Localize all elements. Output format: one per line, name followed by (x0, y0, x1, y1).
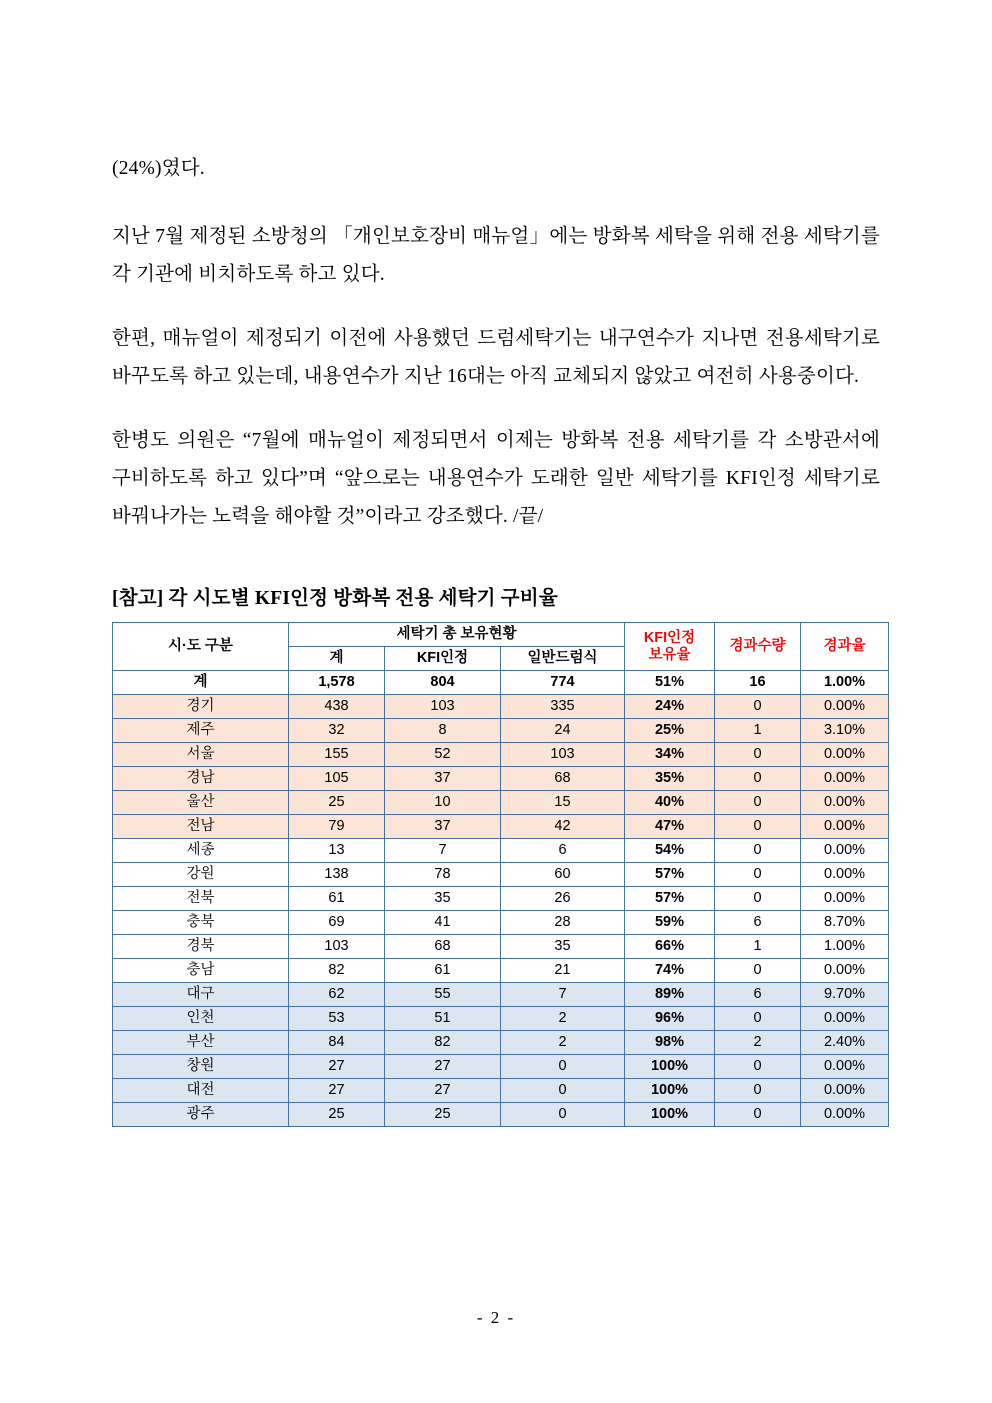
cell-drum: 35 (501, 935, 625, 959)
cell-drum: 24 (501, 719, 625, 743)
cell-over-rate: 8.70% (801, 911, 889, 935)
cell-kfi: 37 (385, 767, 501, 791)
cell-total: 32 (289, 719, 385, 743)
cell-over-count: 1 (715, 935, 801, 959)
cell-total: 438 (289, 695, 385, 719)
cell-total: 82 (289, 959, 385, 983)
cell-drum: 0 (501, 1055, 625, 1079)
cell-region: 계 (113, 671, 289, 695)
cell-over-count: 0 (715, 959, 801, 983)
table-row (113, 815, 889, 839)
cell-kfi: 41 (385, 911, 501, 935)
cell-kfi-rate: 54% (625, 839, 715, 863)
cell-total: 62 (289, 983, 385, 1007)
cell-drum: 6 (501, 839, 625, 863)
cell-over-rate: 0.00% (801, 839, 889, 863)
paragraph-2: 지난 7월 제정된 소방청의 「개인보호장비 매뉴얼」에는 방화복 세탁을 위해 전용 세탁기를 각 기관에 비치하도록 하고 있다. (112, 226, 880, 286)
table-row (113, 1007, 889, 1031)
cell-region: 경기 (113, 695, 289, 719)
cell-total: 69 (289, 911, 385, 935)
table-row (113, 935, 889, 959)
cell-drum: 42 (501, 815, 625, 839)
paragraph-3: 한편, 매뉴얼이 제정되기 이전에 사용했던 드럼세탁기는 내구연수가 지나면 전용세탁기로 바꾸도록 하고 있는데, 내용연수가 지난 16대는 아직 교체되지 않았고 여전히 사용중이다. (112, 328, 880, 388)
cell-total: 25 (289, 791, 385, 815)
cell-drum: 21 (501, 959, 625, 983)
header-kfi-rate-line2: 보유율 (648, 646, 691, 663)
cell-over-rate: 1.00% (801, 935, 889, 959)
cell-over-rate: 0.00% (801, 959, 889, 983)
cell-total: 1,578 (289, 671, 385, 695)
cell-over-rate: 2.40% (801, 1031, 889, 1055)
cell-over-rate: 0.00% (801, 1103, 889, 1127)
cell-drum: 103 (501, 743, 625, 767)
cell-over-rate: 3.10% (801, 719, 889, 743)
cell-kfi: 52 (385, 743, 501, 767)
kfi-washer-table (112, 622, 889, 1127)
cell-region: 충남 (113, 959, 289, 983)
cell-kfi-rate: 100% (625, 1055, 715, 1079)
page-number: - 2 - (476, 1308, 516, 1327)
cell-total: 61 (289, 887, 385, 911)
cell-over-count: 0 (715, 863, 801, 887)
header-kfi-rate (625, 623, 715, 671)
cell-kfi: 68 (385, 935, 501, 959)
cell-region: 세종 (113, 839, 289, 863)
header-over-count: 경과수량 (715, 623, 801, 671)
cell-kfi: 37 (385, 815, 501, 839)
cell-over-count: 6 (715, 911, 801, 935)
cell-drum: 2 (501, 1007, 625, 1031)
cell-over-count: 0 (715, 1103, 801, 1127)
cell-kfi: 51 (385, 1007, 501, 1031)
table-row (113, 719, 889, 743)
cell-over-rate: 0.00% (801, 887, 889, 911)
cell-region: 창원 (113, 1055, 289, 1079)
cell-region: 울산 (113, 791, 289, 815)
table-row (113, 887, 889, 911)
table-row (113, 671, 889, 695)
cell-total: 155 (289, 743, 385, 767)
table-row (113, 863, 889, 887)
cell-kfi-rate: 40% (625, 791, 715, 815)
cell-drum: 0 (501, 1103, 625, 1127)
cell-over-rate: 9.70% (801, 983, 889, 1007)
cell-total: 103 (289, 935, 385, 959)
table-row (113, 983, 889, 1007)
header-group-total: 세탁기 총 보유현황 (289, 623, 625, 647)
cell-drum: 26 (501, 887, 625, 911)
cell-total: 138 (289, 863, 385, 887)
cell-region: 경남 (113, 767, 289, 791)
cell-over-count: 0 (715, 791, 801, 815)
cell-kfi: 82 (385, 1031, 501, 1055)
cell-over-rate: 0.00% (801, 1055, 889, 1079)
cell-over-rate: 0.00% (801, 863, 889, 887)
cell-kfi: 10 (385, 791, 501, 815)
cell-drum: 68 (501, 767, 625, 791)
cell-over-count: 1 (715, 719, 801, 743)
cell-kfi-rate: 34% (625, 743, 715, 767)
paragraph-4: 한병도 의원은 “7월에 매뉴얼이 제정되면서 이제는 방화복 전용 세탁기를 각 소방관서에 구비하도록 하고 있다”며 “앞으로는 내용연수가 도래한 일반 세탁기를 KFI인정 세탁기로 바꿔나가는 노력을 해야할 것”이라고 강조했다. /끝/ (112, 430, 880, 528)
table-row (113, 959, 889, 983)
cell-drum: 335 (501, 695, 625, 719)
cell-kfi: 27 (385, 1079, 501, 1103)
cell-total: 13 (289, 839, 385, 863)
cell-over-rate: 0.00% (801, 1079, 889, 1103)
cell-kfi-rate: 57% (625, 863, 715, 887)
cell-region: 경북 (113, 935, 289, 959)
cell-kfi-rate: 66% (625, 935, 715, 959)
table-row (113, 839, 889, 863)
cell-kfi-rate: 96% (625, 1007, 715, 1031)
table-header-row-1 (113, 623, 889, 647)
cell-total: 25 (289, 1103, 385, 1127)
cell-over-rate: 0.00% (801, 791, 889, 815)
table-body (113, 671, 889, 1127)
cell-region: 대구 (113, 983, 289, 1007)
cell-kfi-rate: 24% (625, 695, 715, 719)
table-row (113, 1103, 889, 1127)
cell-kfi-rate: 59% (625, 911, 715, 935)
cell-region: 서울 (113, 743, 289, 767)
cell-kfi: 61 (385, 959, 501, 983)
cell-kfi-rate: 74% (625, 959, 715, 983)
cell-over-count: 0 (715, 1007, 801, 1031)
cell-kfi: 55 (385, 983, 501, 1007)
cell-over-count: 0 (715, 1079, 801, 1103)
cell-over-rate: 0.00% (801, 1007, 889, 1031)
cell-drum: 60 (501, 863, 625, 887)
cell-total: 27 (289, 1055, 385, 1079)
cell-over-count: 6 (715, 983, 801, 1007)
cell-region: 전남 (113, 815, 289, 839)
paragraph-1: (24%)였다. (112, 158, 205, 179)
header-kfi-rate-line1: KFI인정 (643, 629, 696, 646)
cell-drum: 28 (501, 911, 625, 935)
cell-kfi: 25 (385, 1103, 501, 1127)
cell-over-rate: 0.00% (801, 743, 889, 767)
table-row (113, 767, 889, 791)
cell-drum: 774 (501, 671, 625, 695)
header-over-rate: 경과율 (801, 623, 889, 671)
cell-over-count: 0 (715, 815, 801, 839)
cell-kfi-rate: 51% (625, 671, 715, 695)
table-row (113, 743, 889, 767)
header-sub-kfi: KFI인정 (385, 647, 501, 671)
cell-over-rate: 1.00% (801, 671, 889, 695)
cell-total: 105 (289, 767, 385, 791)
table-row (113, 1031, 889, 1055)
cell-region: 강원 (113, 863, 289, 887)
header-sub-total: 계 (289, 647, 385, 671)
cell-drum: 2 (501, 1031, 625, 1055)
cell-region: 광주 (113, 1103, 289, 1127)
cell-kfi-rate: 89% (625, 983, 715, 1007)
cell-kfi-rate: 57% (625, 887, 715, 911)
cell-drum: 15 (501, 791, 625, 815)
reference-title: [참고] 각 시도별 KFI인정 방화복 전용 세탁기 구비율 (112, 588, 558, 610)
cell-over-count: 16 (715, 671, 801, 695)
table-row (113, 1055, 889, 1079)
cell-kfi: 27 (385, 1055, 501, 1079)
table-row (113, 791, 889, 815)
cell-kfi: 8 (385, 719, 501, 743)
cell-kfi-rate: 98% (625, 1031, 715, 1055)
cell-region: 전북 (113, 887, 289, 911)
cell-kfi-rate: 47% (625, 815, 715, 839)
cell-region: 충북 (113, 911, 289, 935)
cell-over-rate: 0.00% (801, 695, 889, 719)
cell-total: 79 (289, 815, 385, 839)
cell-over-count: 0 (715, 767, 801, 791)
cell-total: 27 (289, 1079, 385, 1103)
cell-region: 인천 (113, 1007, 289, 1031)
header-region: 시·도 구분 (113, 623, 289, 671)
cell-kfi: 804 (385, 671, 501, 695)
cell-over-count: 0 (715, 839, 801, 863)
cell-kfi: 35 (385, 887, 501, 911)
cell-kfi-rate: 25% (625, 719, 715, 743)
cell-over-count: 0 (715, 695, 801, 719)
table-row (113, 1079, 889, 1103)
cell-total: 84 (289, 1031, 385, 1055)
cell-over-count: 0 (715, 1055, 801, 1079)
cell-kfi: 78 (385, 863, 501, 887)
cell-drum: 7 (501, 983, 625, 1007)
cell-over-rate: 0.00% (801, 767, 889, 791)
table-row (113, 911, 889, 935)
cell-over-count: 0 (715, 743, 801, 767)
header-sub-drum: 일반드럼식 (501, 647, 625, 671)
cell-region: 제주 (113, 719, 289, 743)
cell-kfi-rate: 100% (625, 1103, 715, 1127)
cell-total: 53 (289, 1007, 385, 1031)
cell-region: 부산 (113, 1031, 289, 1055)
cell-region: 대전 (113, 1079, 289, 1103)
cell-over-rate: 0.00% (801, 815, 889, 839)
cell-kfi: 7 (385, 839, 501, 863)
cell-kfi: 103 (385, 695, 501, 719)
cell-over-count: 2 (715, 1031, 801, 1055)
cell-over-count: 0 (715, 887, 801, 911)
cell-drum: 0 (501, 1079, 625, 1103)
cell-kfi-rate: 100% (625, 1079, 715, 1103)
table-row (113, 695, 889, 719)
cell-kfi-rate: 35% (625, 767, 715, 791)
